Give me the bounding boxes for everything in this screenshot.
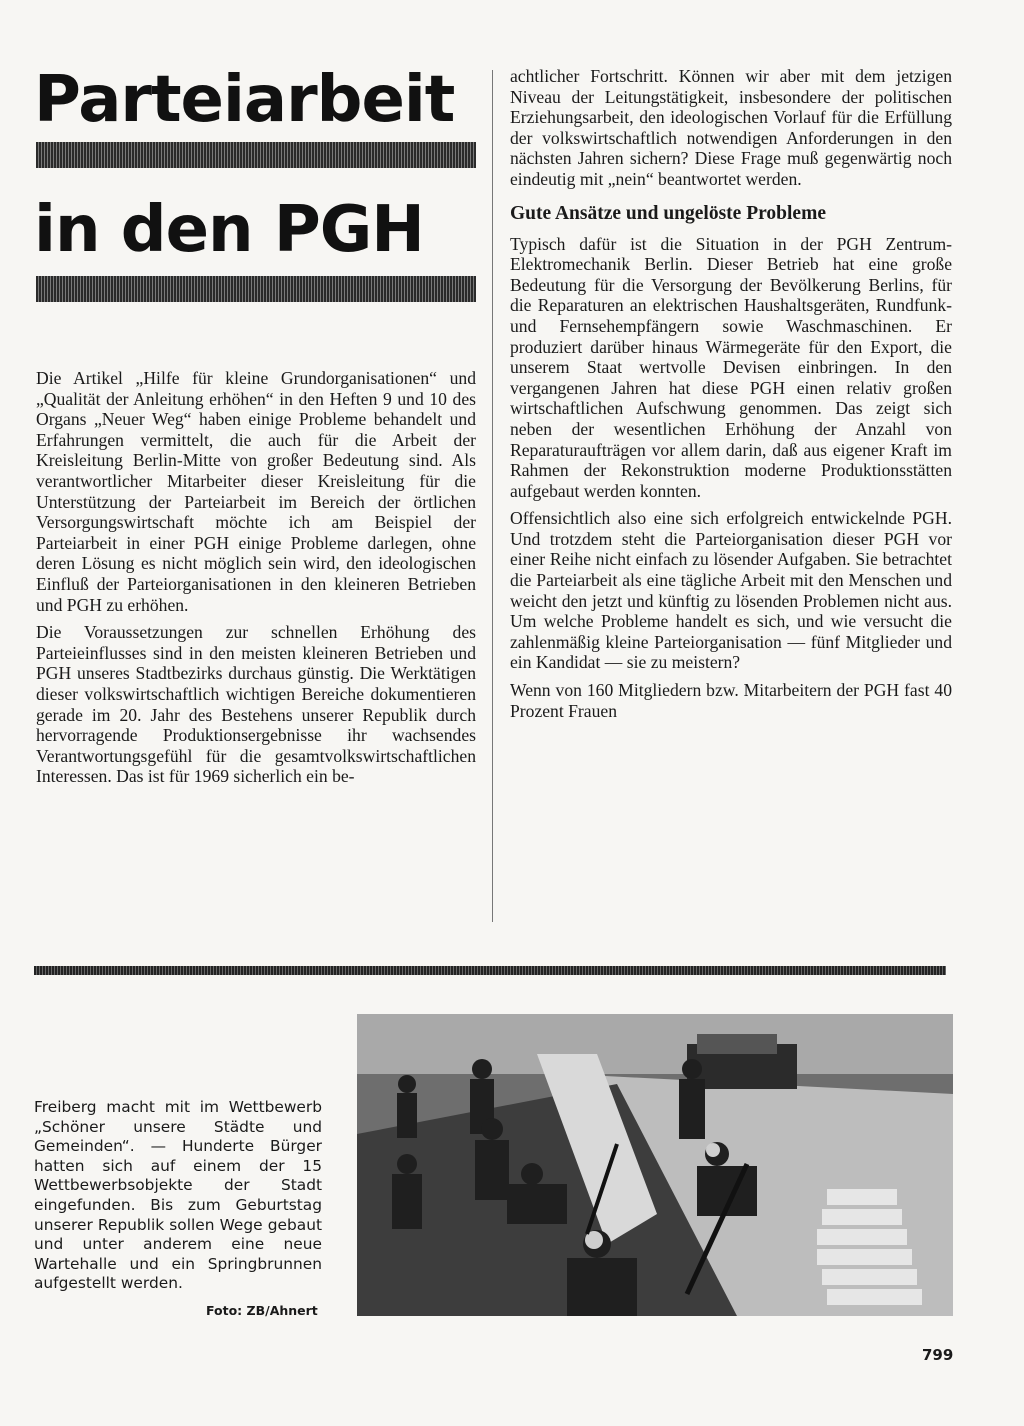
headline-line-2: in den PGH [34,193,424,267]
left-paragraph-1: Die Artikel „Hilfe für kleine Grundorganisationen“ und „Qualität der Anleitung erhöhen“ in den Heften 9 und 10 des Organs „Neuer Weg“ haben einige Probleme behandelt und Erfahrungen vermittelt, die auch für die Arbeit der Kreisleitung Berlin-Mitte von großer Bedeutung sind. Als verantwortlicher Mitarbeiter dieser Kreisleitung für die Unterstützung der Parteiarbeit im Bereich der örtlichen Versorgungswirtschaft möchte ich am Beispiel der Parteiarbeit in einer PGH einige Probleme darlegen, ohne deren Lösung es nicht möglich sein wird, den ideologischen Einfluß der Parteiorganisationen in den kleineren Betrieben und PGH zu erhöhen. [36,368,476,615]
right-column [510,66,952,728]
section-divider-rule [34,966,946,975]
page-number: 799 [922,1346,954,1364]
column-divider [492,70,493,922]
right-intro-paragraph: achtlicher Fortschritt. Können wir aber mit dem jetzigen Niveau der Leitungstätigkeit, insbesondere der politischen Erziehungsarbeit, den ideologischen Vorlauf für die Erfüllung der volkswirtschaftlich notwendigen Anforderungen in den nächsten Jahren sichern? Diese Frage muß gegenwärtig noch eindeutig mit „nein“ beantwortet werden. [510,66,952,189]
photo-caption: Freiberg macht mit im Wettbewerb „Schöner unsere Städte und Gemeinden“. — Hunderte Bürger hatten sich auf einem der 15 Wettbewerbsobjekte der Stadt eingefunden. Bis zum Geburtstag unserer Republik sollen Wege gebaut und unter anderem eine neue Wartehalle und ein Springbrunnen aufgestellt werden. [34,1098,322,1293]
left-paragraph-2: Die Voraussetzungen zur schnellen Erhöhung des Parteieinflusses sind in den meisten kleineren Betrieben und PGH unseres Stadtbezirks durchaus günstig. Die Werktätigen dieser volkswirtschaftlich wichtigen Bereiche dokumentieren gerade im 20. Jahr des Bestehens unserer Republik durch hervorragende Produktionsergebnisse ihr wachsendes Verantwortungsgefühl für die gesamtvolkswirtschaftlichen Interessen. Das ist für 1969 sicherlich ein be- [36,622,476,787]
photo-image [357,1014,953,1316]
right-paragraph-1: Typisch dafür ist die Situation in der PGH Zentrum-Elektromechanik Berlin. Dieser Betrieb hat eine große Bedeutung für die Versorgung der Bevölkerung Berlins, für die Reparaturen an elektrischen Haushaltsgeräten, Rundfunk- und Fernsehempfängern sowie Waschmaschinen. Er produziert darüber hinaus Wärmegeräte für den Export, die unserem Staat wertvolle Devisen einbringen. In den vergangenen Jahren hat diese PGH einen relativ großen wirtschaftlichen Aufschwung genommen. Das zeigt sich neben der wesentlichen Erhöhung der Anzahl von Reparaturaufträgen vor allem darin, daß aus eigener Kraft im Rahmen der Rekonstruktion moderne Produktionsstätten aufgebaut werden konnten. [510,233,952,501]
right-paragraph-3: Wenn von 160 Mitgliedern bzw. Mitarbeitern der PGH fast 40 Prozent Frauen [510,680,952,721]
news-photo-workers [357,1014,953,1316]
left-column [36,368,476,794]
right-paragraph-2: Offensichtlich also eine sich erfolgreich entwickelnde PGH. Und trotzdem steht die Parteiorganisation dieser PGH vor einer Reihe nicht einfach zu lösender Aufgaben. Sie betrachtet die Parteiarbeit als eine tägliche Arbeit mit den Menschen und weicht den jetzt und künftig zu lösenden Problemen nicht aus. Um welche Probleme handelt es sich, und wie versucht die zahlenmäßig kleine Parteiorganisation — fünf Mitglieder und ein Kandidat — sie zu meistern? [510,508,952,673]
headline-rule-2 [36,276,476,302]
section-subheading: Gute Ansätze und ungelöste Probleme [510,202,826,224]
headline-rule-1 [36,142,476,168]
headline-line-1: Parteiarbeit [34,63,455,137]
photo-credit: Foto: ZB/Ahnert [206,1303,318,1318]
